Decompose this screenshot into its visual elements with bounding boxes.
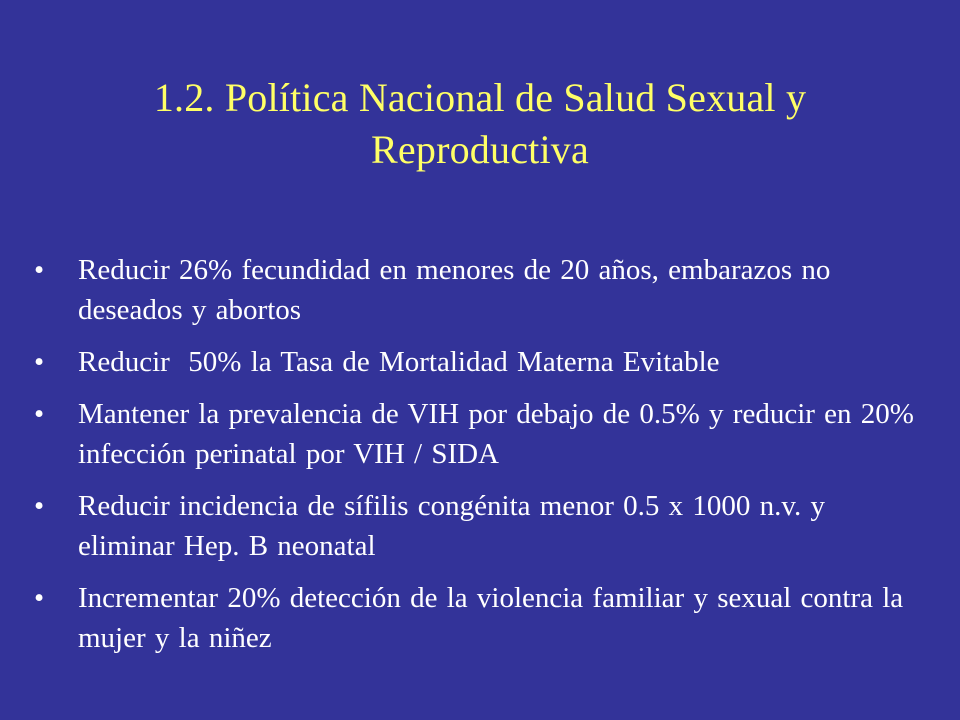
bullet-icon: • bbox=[34, 254, 45, 286]
bullet-item bbox=[34, 342, 914, 382]
bullet-text: Incrementar 20% detección de la violencia familiar y sexual contra la mujer y la niñez bbox=[78, 582, 904, 654]
slide-title: 1.2. Política Nacional de Salud Sexual y Reproductiva bbox=[153, 75, 807, 172]
bullet-icon: • bbox=[34, 582, 45, 614]
bullet-icon: • bbox=[34, 398, 45, 430]
bullet-icon: • bbox=[34, 346, 45, 378]
bullet-text: Reducir incidencia de sífilis congénita menor 0.5 x 1000 n.v. y eliminar Hep. B neonatal bbox=[78, 490, 825, 562]
bullet-item bbox=[34, 486, 914, 566]
bullet-text: Reducir 26% fecundidad en menores de 20 años, embarazos no deseados y abortos bbox=[78, 254, 831, 326]
bullet-list bbox=[34, 250, 914, 670]
bullet-icon: • bbox=[34, 490, 45, 522]
bullet-text: Reducir 50% la Tasa de Mortalidad Materna Evitable bbox=[78, 346, 720, 378]
bullet-item bbox=[34, 578, 914, 658]
bullet-item bbox=[34, 394, 914, 474]
bullet-item bbox=[34, 250, 914, 330]
bullet-text: Mantener la prevalencia de VIH por debajo de 0.5% y reducir en 20% infección perinatal por VIH / SIDA bbox=[78, 398, 914, 470]
